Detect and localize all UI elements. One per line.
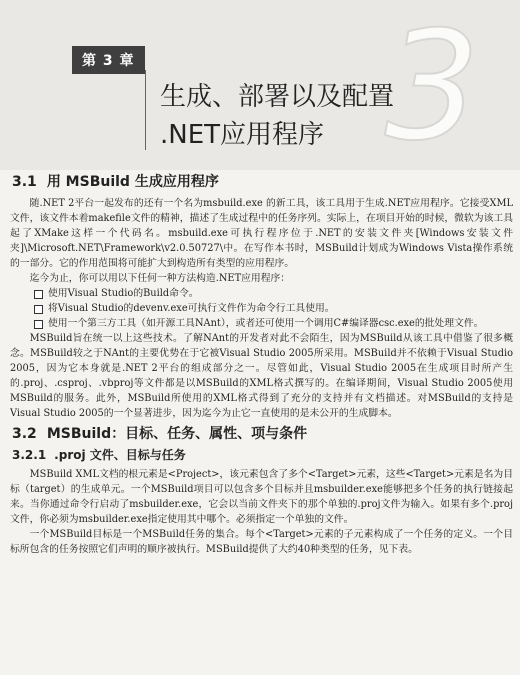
section-heading-3-2: [12, 427, 513, 442]
section-title: 用 MSBuild 生成应用程序: [46, 174, 219, 190]
subsection-title: .proj 文件、目标与任务: [54, 448, 186, 462]
subsection-number: 3.2.1: [12, 448, 47, 462]
chapter-title-line2: .NET应用程序: [160, 120, 325, 150]
list-item: 将Visual Studio的devenv.exe可执行文件作为命令行工具使用。: [34, 301, 513, 316]
section-heading-3-1: [12, 175, 513, 190]
section-number: 3.2: [12, 426, 37, 442]
page-content: [10, 175, 513, 557]
chapter-label: 第 3 章: [72, 46, 145, 74]
paragraph: 迄今为止，你可以用以下任何一种方法构造.NET应用程序：: [29, 273, 291, 284]
chapter-rule: [72, 70, 146, 72]
bullet-list: [10, 286, 513, 331]
chapter-title: [160, 78, 394, 154]
list-item: 使用一个第三方工具（如开源工具NAnt），或者还可使用一个调用C#编译器csc.exe的批处理文件。: [34, 316, 513, 331]
chapter-big-number: 3: [384, 0, 480, 174]
chapter-title-line1: 生成、部署以及配置: [160, 82, 395, 112]
chapter-header: [0, 0, 520, 174]
section-title: MSBuild：目标、任务、属性、项与条件: [46, 426, 308, 442]
subsection-heading-3-2-1: [12, 448, 513, 463]
paragraph: 一个MSBuild目标是一个MSBuild任务的集合。每个<Target>元素的子元素构成了一个任务的定义。一个目标所包含的任务按照它们声明的顺序被执行。MSBuild提供了大约40种类型的任务，见下表。: [10, 529, 513, 555]
paragraph: 随.NET 2平台一起发布的还有一个名为msbuild.exe 的新工具，该工具用于生成.NET应用程序。它接受XML文件，该文件本着makefile文件的精神，描述了生成过程中的任务序列。实际上，在项目开始的时候，微软为该工具起了XMake这样一个代码名。msbuild.exe可执行程序位于.NET的安装文件夹[Windows安装文件夹]\Microsoft.NET\Framework\v2.0.50727\中。在写作本书时，MSBuild计划成为Windows Vista操作系统的一部分。它的作用范围将可能扩大到构造所有类型的应用程序。: [10, 198, 513, 269]
chapter-vertical-line: [145, 70, 146, 150]
paragraph: MSBuild旨在统一以上这些技术。了解NAnt的开发者对此不会陌生，因为MSBuild从该工具中借鉴了很多概念。MSBuild较之于NAnt的主要优势在于它被Visual Studio 2005所采用。MSBuild并不依赖于Visual Studio 2005，因为它本身就是.NET 2平台的组成部分之一。尽管如此，Visual Studio 2005在生成项目时所产生的.proj、.csproj、.vbproj等文件都是以MSBuild的XML格式撰写的。在编译期间，Visual Studio 2005使用MSBuild的服务。此外，MSBuild所使用的XML格式得到了充分的支持并有文档描述。对MSBuild的支持是Visual Studio 2005的一个显著进步，因为迄今为止它一直使用的是未公开的生成脚本。: [10, 333, 513, 419]
section-number: 3.1: [12, 174, 37, 190]
paragraph: MSBuild XML文档的根元素是<Project>，该元素包含了多个<Target>元素，这些<Target>元素是名为目标（target）的生成单元。一个MSBuild项目可以包含多个目标并且msbuilder.exe能够把多个任务的执行链接起来。当你通过命令行启动了msbuilder.exe，它会以当前文件夹下的那个单独的.proj文件为输入。如果有多个.proj文件，你必须为msbuilder.exe指定使用其中哪个。必须指定一个单独的文件。: [10, 469, 513, 525]
list-item: 使用Visual Studio的Build命令。: [34, 286, 513, 301]
